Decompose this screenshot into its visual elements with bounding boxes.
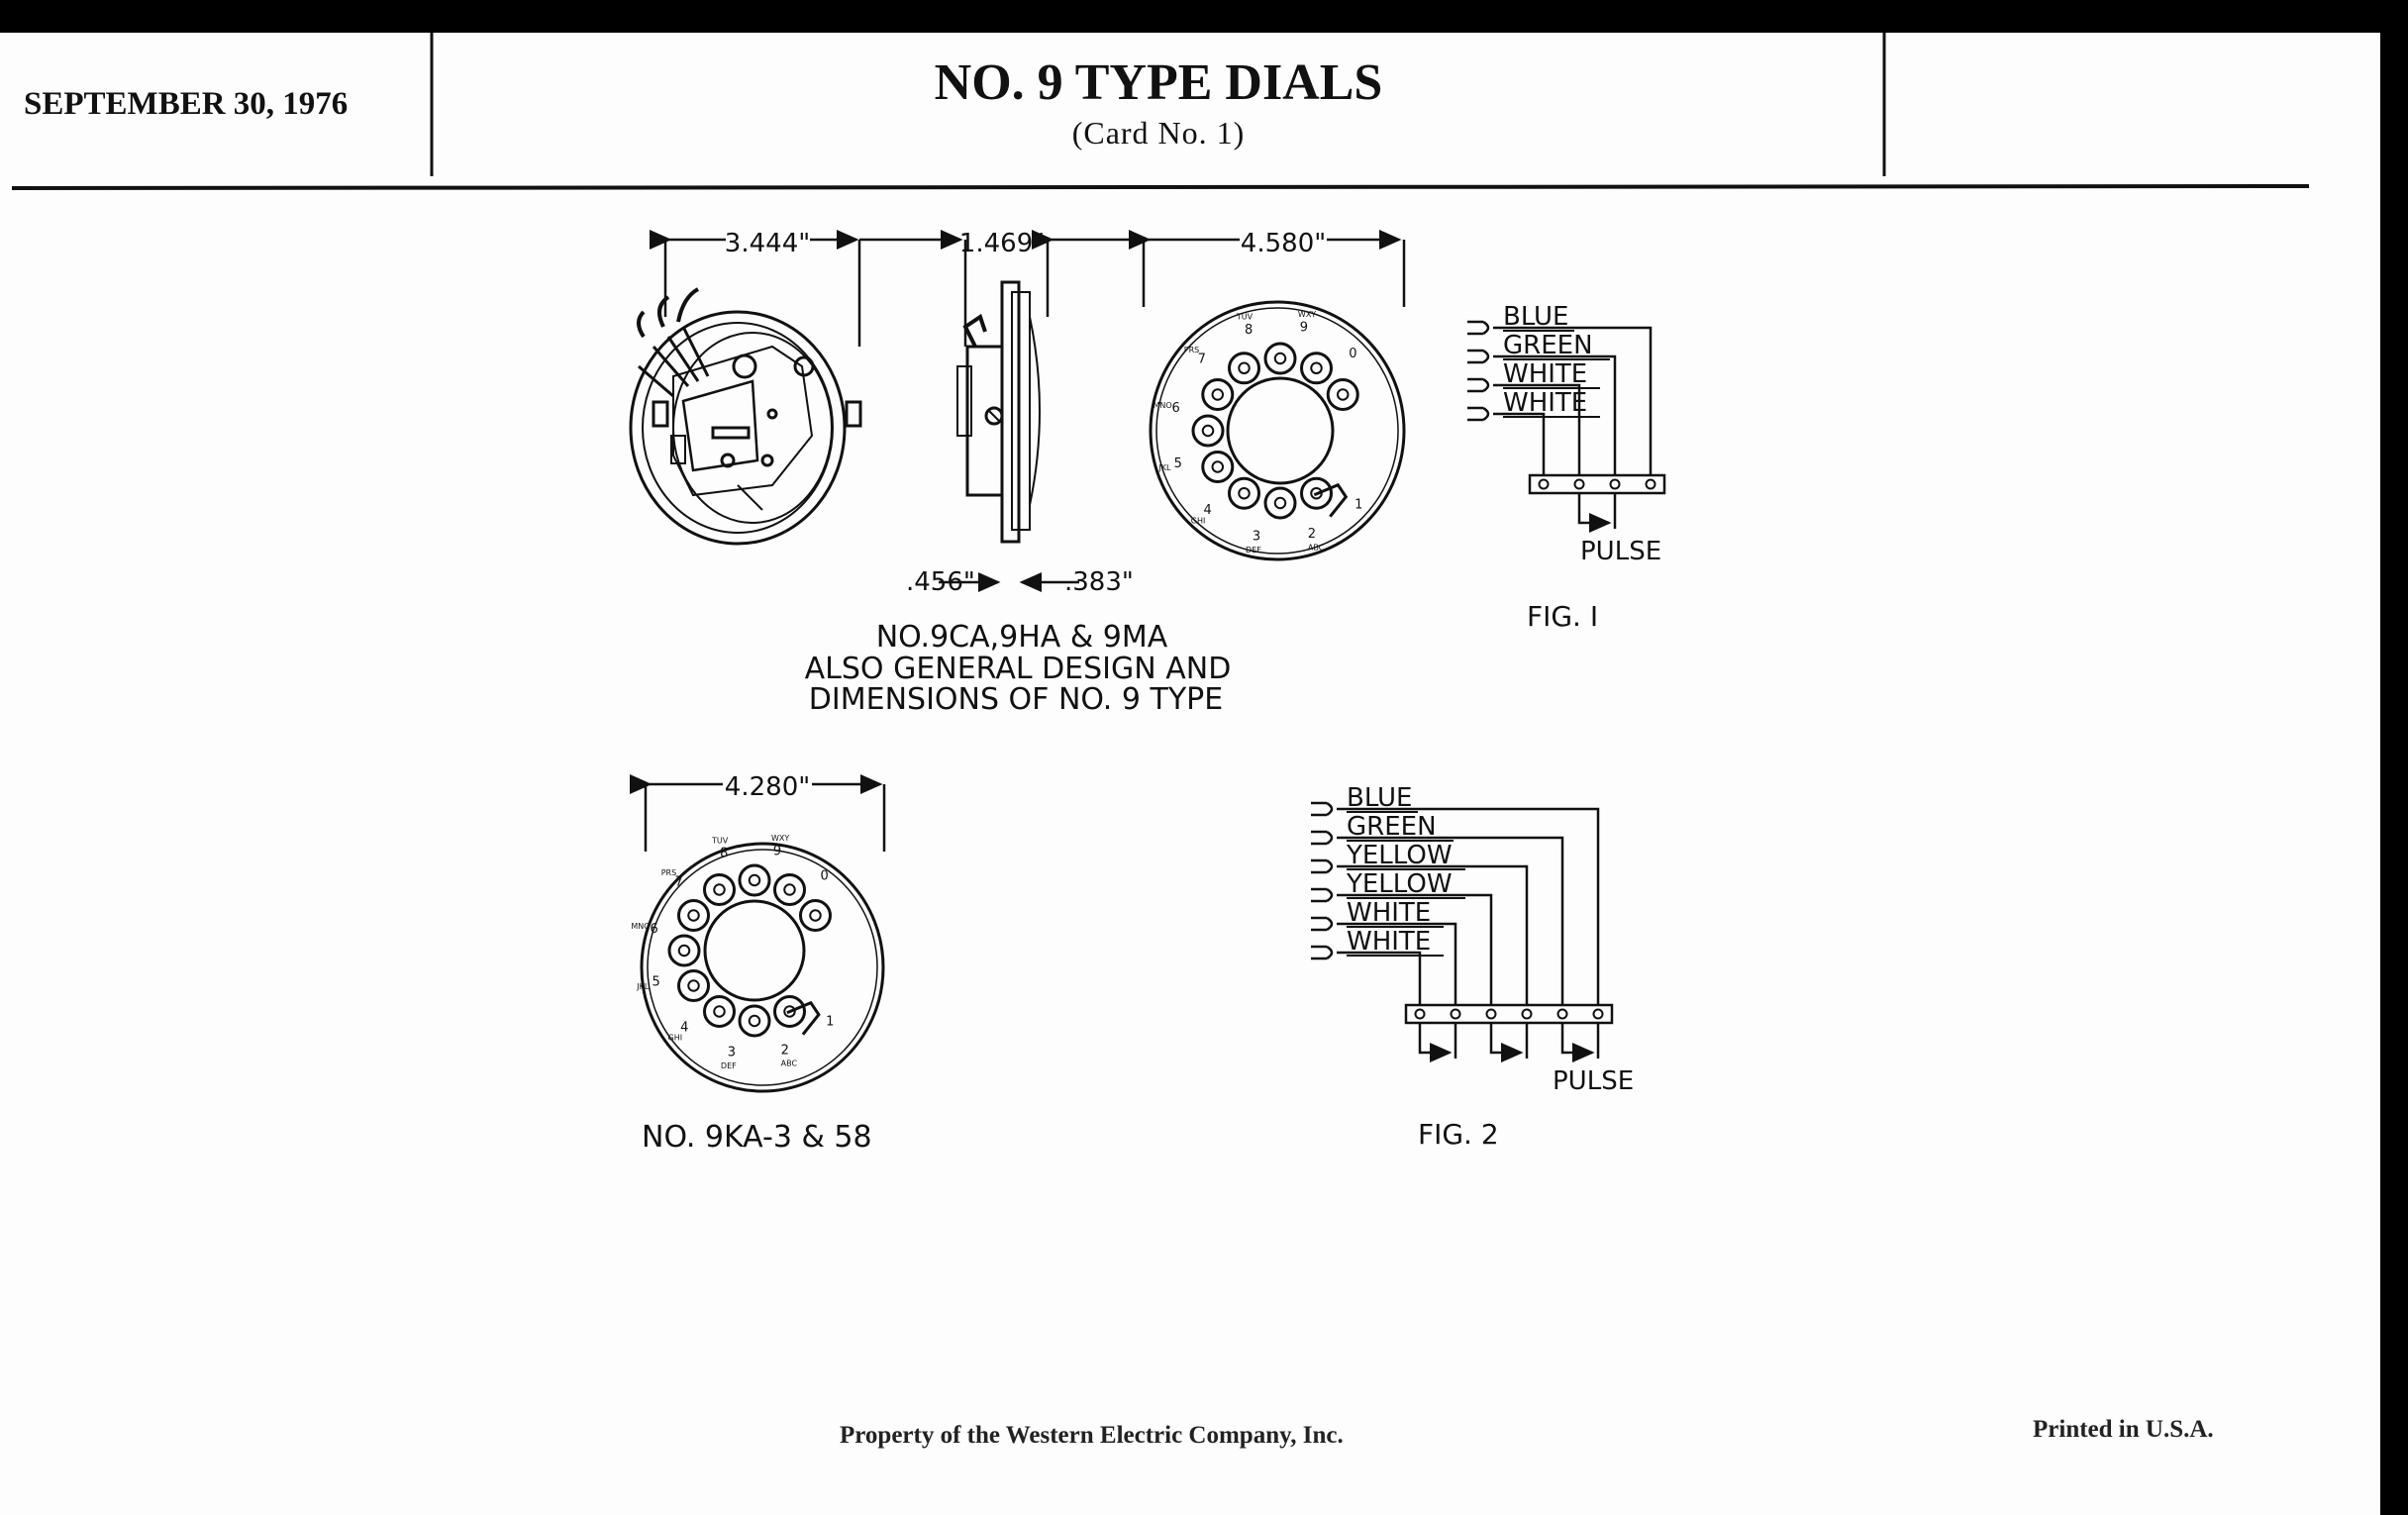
- dial-top-digit: 3: [1252, 529, 1261, 545]
- dial-back-view: [631, 289, 860, 544]
- card-subtitle: (Card No. 1): [1071, 115, 1246, 151]
- dim-b-label: .383": [1064, 567, 1134, 597]
- dial-top-letters: JKL: [1158, 463, 1171, 473]
- dial-top-finger-hole: [1203, 453, 1233, 482]
- wire-color-label: GREEN: [1347, 812, 1437, 842]
- terminal-screw: [1594, 1010, 1603, 1019]
- caption-bottom: NO. 9KA-3 & 58: [642, 1120, 872, 1155]
- wire-spade-lug: [1467, 351, 1501, 362]
- dial-top-letters: GHI: [1190, 516, 1206, 526]
- dial-bottom-finger-hole-dot: [750, 875, 760, 886]
- dial-bottom-letters: ABC: [780, 1059, 798, 1068]
- dial-top-digit: 2: [1307, 527, 1317, 543]
- fig1-wiring: [1467, 302, 1664, 566]
- wire-spade-lug: [1311, 918, 1345, 930]
- dial-top-digit: 7: [1197, 352, 1206, 367]
- dial-bottom-letters: JKL: [637, 981, 650, 991]
- fig1-label: FIG. I: [1527, 600, 1599, 633]
- dial-bottom-digit: 4: [680, 1020, 689, 1036]
- dial-top-finger-hole: [1302, 354, 1332, 383]
- page-title: NO. 9 TYPE DIALS: [934, 54, 1383, 111]
- wire-spade-lug: [1467, 379, 1501, 391]
- terminal-screw: [1611, 480, 1620, 489]
- wire-color-label: YELLOW: [1347, 841, 1453, 870]
- dial-top-digit: 1: [1354, 497, 1363, 513]
- caption-top-line1: NO.9CA,9HA & 9MA: [875, 620, 1168, 655]
- terminal-screw: [1558, 1010, 1567, 1019]
- dial-bottom-finger-hole-dot: [714, 1006, 725, 1017]
- dial-top-finger-hole-dot: [1338, 389, 1349, 400]
- dial-top-finger-hole: [1265, 344, 1295, 373]
- dial-top-letters: PRS: [1183, 346, 1200, 355]
- dial-bottom-finger-hole-dot: [750, 1016, 760, 1027]
- scan-right-border: [2380, 0, 2408, 1515]
- dial-top-finger-hole: [1265, 488, 1295, 518]
- dial-bottom-letters: WXY: [771, 833, 790, 843]
- dial-top-letters: DEF: [1246, 545, 1261, 555]
- dial-top-finger-hole-dot: [1213, 389, 1224, 400]
- dial-bottom-letters: TUV: [712, 836, 729, 846]
- pulse-contact: [1491, 1023, 1521, 1053]
- dial-top-finger-hole: [1328, 380, 1357, 410]
- wire-spade-lug: [1311, 803, 1345, 815]
- wire-run: [1501, 414, 1544, 475]
- pulse-contact: [1420, 1023, 1450, 1053]
- dial-face-top: [1151, 302, 1404, 559]
- dial-bottom-digit: 8: [720, 846, 729, 861]
- wire-spade-lug: [1311, 832, 1345, 844]
- dial-side-view: [957, 282, 1040, 542]
- dial-top-finger-hole: [1193, 416, 1223, 446]
- dial-bottom-finger-hole-dot: [688, 980, 699, 991]
- terminal-screw: [1575, 480, 1584, 489]
- dial-bottom-finger-hole: [705, 996, 735, 1026]
- dial-bottom-digit: 7: [674, 874, 683, 890]
- dial-face-bottom: [631, 834, 883, 1091]
- dial-bottom-finger-hole: [775, 875, 805, 905]
- dial-bottom-finger-hole-dot: [784, 884, 795, 895]
- terminal-screw: [1647, 480, 1656, 489]
- dial-bottom-finger-hole: [669, 936, 699, 965]
- caption-top-line2: ALSO GENERAL DESIGN AND: [804, 652, 1232, 686]
- dial-top-finger-hole: [1203, 380, 1233, 410]
- dial-bottom-letters: PRS: [660, 867, 677, 877]
- wire-color-label: GREEN: [1503, 331, 1593, 360]
- dim-depth-label: 1.469": [958, 229, 1046, 258]
- dial-bottom-digit: 6: [650, 921, 658, 937]
- dial-bottom-letters: DEF: [720, 1061, 737, 1071]
- dial-bottom-digit: 1: [826, 1014, 835, 1030]
- dial-bottom-finger-hole: [679, 971, 709, 1001]
- terminal-screw: [1452, 1010, 1460, 1019]
- fig2-wiring: [1311, 783, 1634, 1096]
- caption-top-line3: DIMENSIONS OF NO. 9 TYPE: [808, 682, 1224, 717]
- dial-bottom-digit: 3: [727, 1045, 737, 1060]
- dial-bottom-letters: MNO: [631, 921, 651, 931]
- terminal-screw: [1523, 1010, 1532, 1019]
- dial-bottom-digit: 5: [652, 974, 660, 990]
- dial-bottom-finger-hole: [705, 875, 735, 905]
- dial-top-finger-hole: [1230, 354, 1259, 383]
- wire-spade-lug: [1467, 408, 1501, 420]
- dial-top-finger-hole: [1230, 478, 1259, 508]
- terminal-strip: [1406, 1005, 1612, 1023]
- pulse-label: PULSE: [1580, 537, 1662, 566]
- pulse-contact: [1562, 1023, 1592, 1053]
- dial-bottom-finger-hole-dot: [679, 946, 690, 957]
- dial-top-digit: 9: [1299, 320, 1309, 336]
- drawings: [0, 198, 2380, 1515]
- wire-run: [1345, 953, 1420, 1005]
- dial-top-letters: MNO: [1153, 400, 1172, 410]
- dial-top-letters: ABC: [1307, 543, 1325, 553]
- dial-top-finger-hole-dot: [1203, 426, 1214, 437]
- pulse-label: PULSE: [1553, 1066, 1635, 1096]
- wire-color-label: WHITE: [1503, 359, 1588, 389]
- dial-top-finger-hole-dot: [1275, 498, 1286, 509]
- footer-property: Property of the Western Electric Company, Inc.: [840, 1422, 1344, 1449]
- dial-top-finger-hole-dot: [1239, 363, 1250, 374]
- dial-top-digit: 4: [1203, 503, 1212, 519]
- dial-top-letters: TUV: [1236, 312, 1254, 322]
- dial-bottom-finger-hole-dot: [810, 910, 821, 921]
- footer-printed: Printed in U.S.A.: [2033, 1416, 2214, 1443]
- dial-bottom-finger-hole: [740, 1006, 769, 1036]
- dial-top-letters: WXY: [1297, 310, 1317, 320]
- terminal-screw: [1540, 480, 1549, 489]
- wire-color-label: WHITE: [1347, 898, 1432, 928]
- dial-bottom-finger-hole: [740, 865, 769, 895]
- wire-color-label: YELLOW: [1347, 869, 1453, 899]
- dial-top-finger-hole-dot: [1213, 461, 1224, 472]
- dial-bottom-finger-hole-dot: [688, 910, 699, 921]
- dial-top-digit: 6: [1171, 401, 1180, 417]
- dim-width-label: 3.444": [724, 229, 811, 258]
- dial-top-digit: 8: [1244, 322, 1254, 338]
- date-label: SEPTEMBER 30, 1976: [24, 86, 349, 122]
- dial-bottom-digit: 2: [780, 1043, 789, 1059]
- dial-top-finger-hole-dot: [1239, 488, 1250, 499]
- dial-top-digit: 0: [1349, 346, 1357, 361]
- pulse-contact: [1579, 493, 1609, 523]
- dim-face-label: 4.580": [1240, 229, 1327, 258]
- fig2-label: FIG. 2: [1418, 1118, 1499, 1151]
- wire-color-label: BLUE: [1347, 783, 1413, 813]
- dial-bottom-finger-hole: [800, 901, 830, 931]
- dim-bottom-face-label: 4.280": [724, 772, 811, 802]
- wire-color-label: WHITE: [1347, 927, 1432, 957]
- wire-spade-lug: [1311, 947, 1345, 959]
- dial-top-digit: 5: [1173, 455, 1182, 471]
- wire-color-label: WHITE: [1503, 388, 1588, 418]
- wire-spade-lug: [1311, 889, 1345, 901]
- dial-bottom-finger-hole-dot: [714, 884, 725, 895]
- dial-bottom-letters: GHI: [667, 1033, 683, 1043]
- dial-bottom-digit: 0: [820, 868, 829, 884]
- dial-bottom-digit: 9: [772, 844, 782, 859]
- wire-color-label: BLUE: [1503, 302, 1569, 332]
- wire-spade-lug: [1311, 860, 1345, 872]
- dial-top-finger-hole-dot: [1275, 354, 1286, 364]
- dim-a-label: .456": [906, 567, 975, 597]
- scan-top-border: [0, 0, 2408, 33]
- dial-bottom-finger-hole: [679, 901, 709, 931]
- wire-spade-lug: [1467, 322, 1501, 334]
- terminal-strip: [1530, 475, 1664, 493]
- dial-top-finger-hole-dot: [1311, 363, 1322, 374]
- terminal-screw: [1487, 1010, 1496, 1019]
- terminal-screw: [1416, 1010, 1425, 1019]
